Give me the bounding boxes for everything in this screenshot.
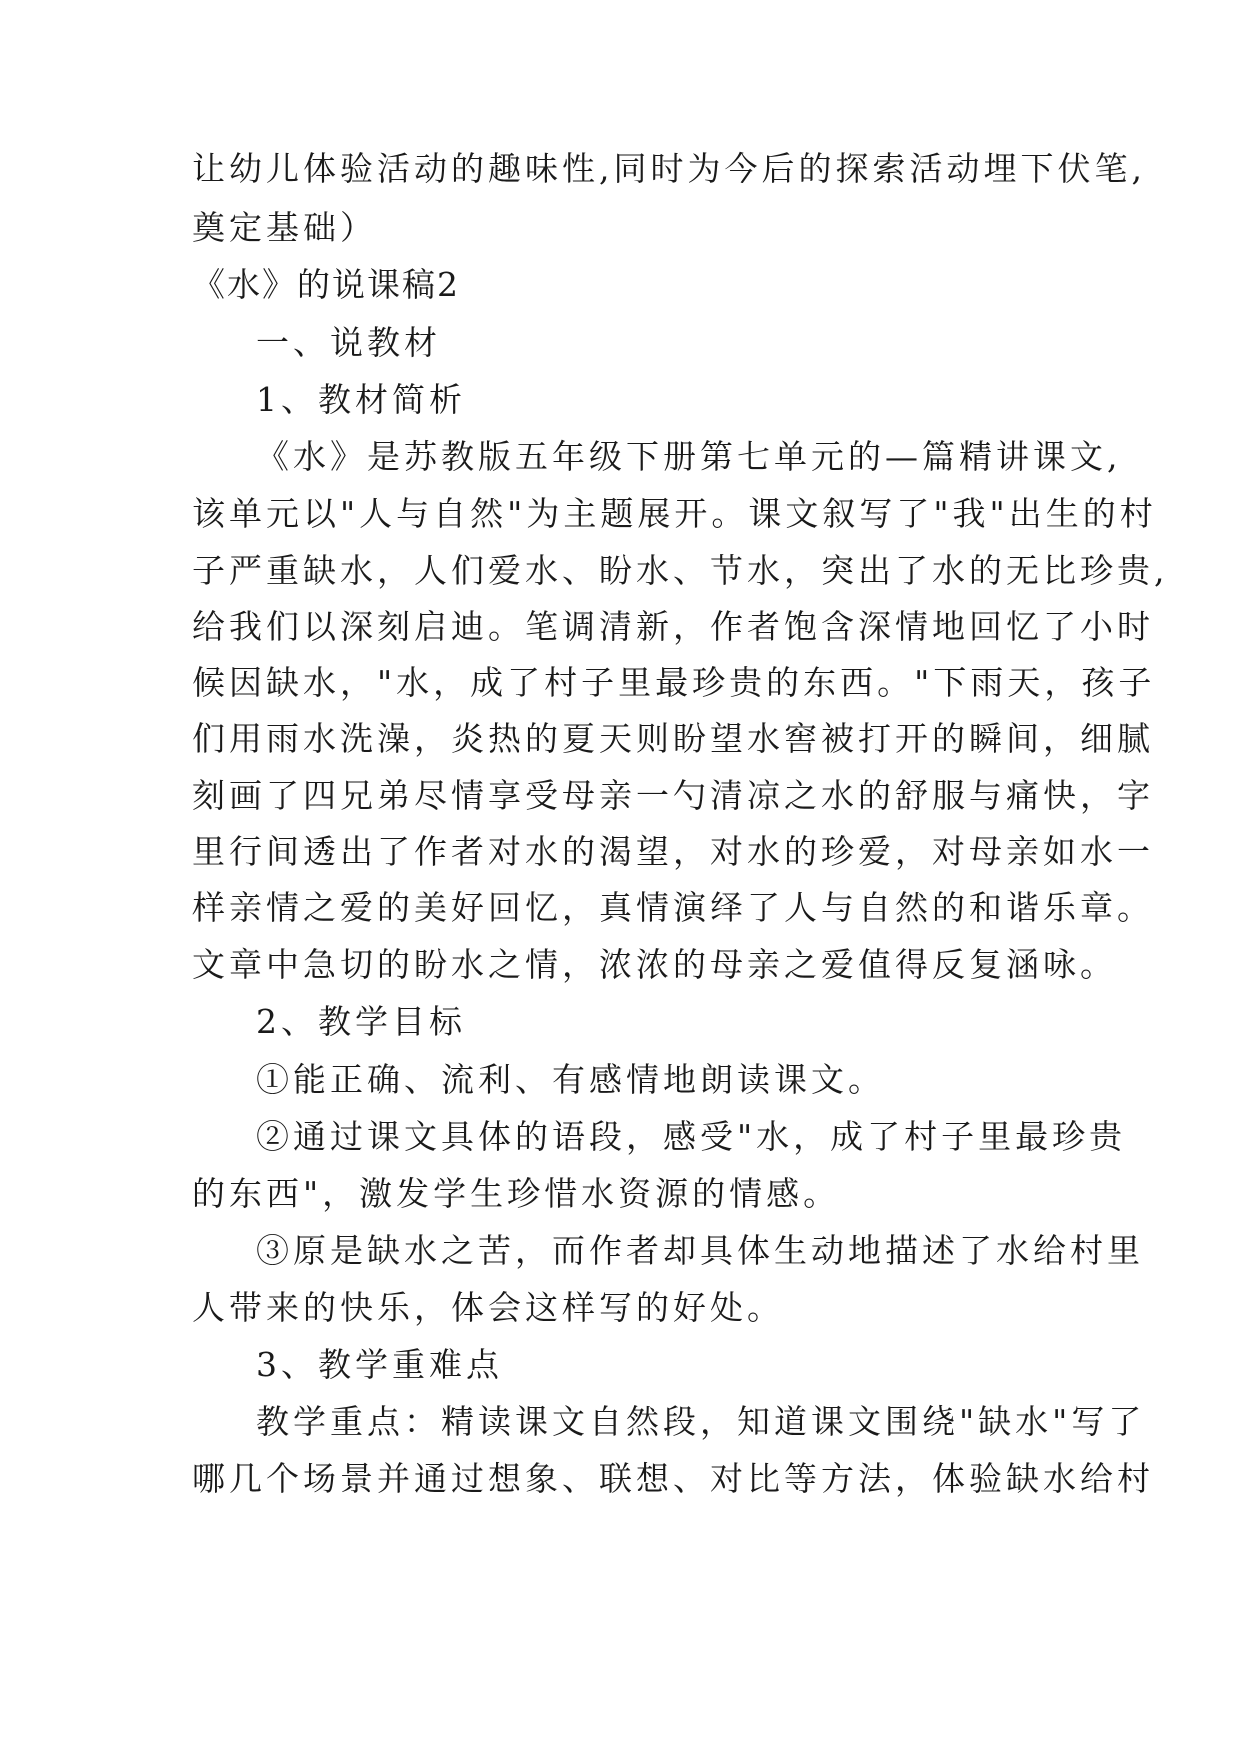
paragraph-line: 教学重点：精读课文自然段，知道课文围绕"缺水"写了 xyxy=(256,1402,1146,1441)
list-item: ②通过课文具体的语段，感受"水，成了村子里最珍贵 xyxy=(256,1117,1127,1156)
paragraph-line: 该单元以"人与自然"为主题展开。课文叙写了"我"出生的村 xyxy=(192,494,1157,533)
paragraph-line: 文章中急切的盼水之情，浓浓的母亲之爱值得反复涵咏。 xyxy=(192,945,1117,984)
heading-level-1: 一、说教材 xyxy=(256,323,441,362)
paragraph-line: 里行间透出了作者对水的渴望，对水的珍爱，对母亲如水一 xyxy=(192,832,1154,871)
heading-level-2: 1、教材简析 xyxy=(256,380,466,419)
section-title: 《水》的说课稿2 xyxy=(192,265,460,304)
heading-level-2: 3、教学重难点 xyxy=(256,1345,503,1384)
list-item: ③原是缺水之苦，而作者却具体生动地描述了水给村里 xyxy=(256,1231,1144,1270)
paragraph-line: 样亲情之爱的美好回忆，真情演绎了人与自然的和谐乐章。 xyxy=(192,888,1154,927)
heading-level-2: 2、教学目标 xyxy=(256,1002,466,1041)
paragraph-line: 刻画了四兄弟尽情享受母亲一勺清凉之水的舒服与痛快，字 xyxy=(192,776,1154,815)
paragraph-line: 子严重缺水，人们爱水、盼水、节水，突出了水的无比珍贵, xyxy=(192,551,1169,590)
paragraph-line: 人带来的快乐，体会这样写的好处。 xyxy=(192,1288,784,1327)
paragraph-line: 奠定基础） xyxy=(192,208,377,247)
paragraph-line: 《水》是苏教版五年级下册第七单元的—篇精讲课文, xyxy=(256,437,1122,476)
paragraph-line: 让幼儿体验活动的趣味性,同时为今后的探索活动埋下伏笔, xyxy=(192,149,1146,188)
paragraph-line: 的东西"，激发学生珍惜水资源的情感。 xyxy=(192,1174,841,1213)
paragraph-line: 哪几个场景并通过想象、联想、对比等方法，体验缺水给村 xyxy=(192,1459,1154,1498)
paragraph-line: 们用雨水洗澡，炎热的夏天则盼望水窖被打开的瞬间，细腻 xyxy=(192,719,1154,758)
paragraph-line: 给我们以深刻启迪。笔调清新，作者饱含深情地回忆了小时 xyxy=(192,607,1154,646)
list-item: ①能正确、流利、有感情地朗读课文。 xyxy=(256,1060,885,1099)
paragraph-line: 候因缺水，"水，成了村子里最珍贵的东西。"下雨天，孩子 xyxy=(192,663,1156,702)
